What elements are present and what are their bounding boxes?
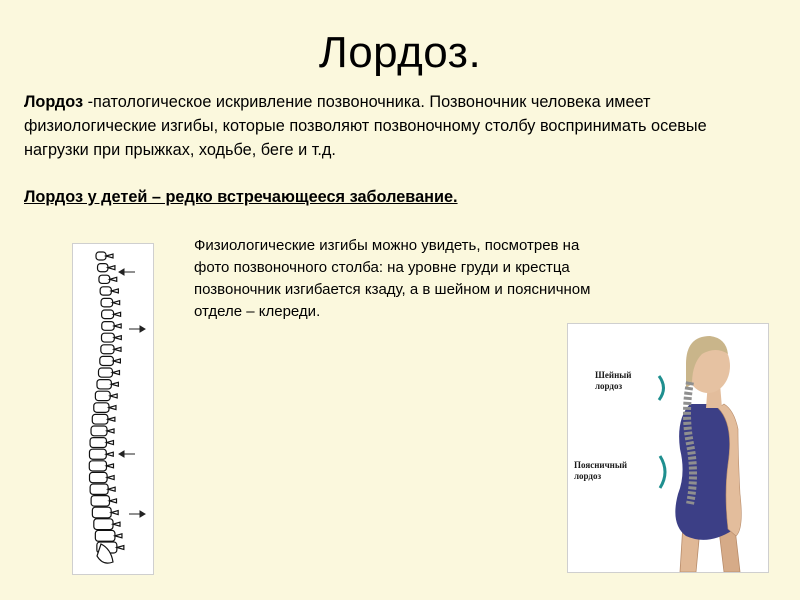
spinous-process	[114, 336, 121, 340]
spinous-process	[107, 476, 114, 480]
lumbar-lordosis-label: Поясничный лордоз	[574, 460, 628, 481]
vertebra	[95, 391, 110, 400]
vertebra	[92, 414, 108, 424]
arrowhead-icon	[140, 511, 145, 517]
vertebra	[90, 484, 108, 494]
spinous-process	[115, 534, 122, 538]
arrowhead-icon	[119, 451, 124, 457]
spinous-process	[114, 347, 121, 351]
spinous-process	[107, 429, 114, 433]
kids-note: Лордоз у детей – редко встречающееся заболевание.	[24, 188, 458, 206]
spinous-process	[110, 394, 117, 398]
spinous-process	[117, 546, 124, 550]
lordosis-photo	[567, 323, 769, 573]
lumbar-arc-icon	[660, 456, 665, 488]
intro-definition: -патологическое искривление позвоночника. Позвоночник человека имеет физиологические изгибы, которые позволяют позвоночному столбу воспринимать осевые нагрузки при прыжках, ходьбе, беге и т.д.	[24, 93, 707, 159]
spinous-process	[111, 289, 118, 293]
girl-figure	[568, 324, 768, 572]
vertebra	[89, 461, 106, 471]
vertebra	[89, 449, 106, 459]
vertebra	[94, 519, 113, 530]
spinous-process	[110, 277, 117, 281]
spinous-process	[106, 452, 113, 456]
vertebra	[91, 496, 109, 507]
vertebra	[91, 426, 107, 436]
spinous-process	[108, 417, 115, 421]
spinous-process	[113, 522, 120, 526]
spinous-process	[108, 487, 115, 491]
spine-illustration	[72, 243, 154, 575]
cervical-arc-icon	[659, 376, 664, 400]
vertebra	[92, 507, 111, 518]
spinous-process	[113, 359, 120, 363]
spinous-process	[108, 266, 115, 270]
intro-paragraph	[24, 90, 764, 162]
vertebra	[95, 530, 115, 541]
spinous-process	[109, 406, 116, 410]
spinous-process	[114, 324, 121, 328]
cervical-lordosis-label: Шейный лордоз	[595, 370, 632, 391]
spinous-process	[111, 511, 118, 515]
arrowhead-icon	[119, 269, 124, 275]
spine-drawing	[73, 244, 153, 574]
spinous-process	[110, 499, 117, 503]
physiological-curves-text: Физиологические изгибы можно увидеть, посмотрев на фото позвоночного столба: на уровне груди и крестца позвоночник изгибается кзаду, а в шейном и поясничном отделе – клереди.	[194, 237, 591, 320]
spinous-process	[106, 441, 113, 445]
arrowhead-icon	[140, 326, 145, 332]
vertebra	[90, 438, 106, 448]
vertebra	[94, 403, 109, 413]
intro-term: Лордоз	[24, 93, 84, 111]
spinous-process	[114, 312, 121, 316]
spinous-process	[112, 371, 119, 375]
spinous-process	[106, 254, 113, 258]
spinous-process	[111, 382, 118, 386]
spinous-process	[106, 464, 113, 468]
vertebra	[90, 472, 108, 482]
spinous-process	[113, 301, 120, 305]
slide-title: Лордоз.	[318, 28, 482, 77]
